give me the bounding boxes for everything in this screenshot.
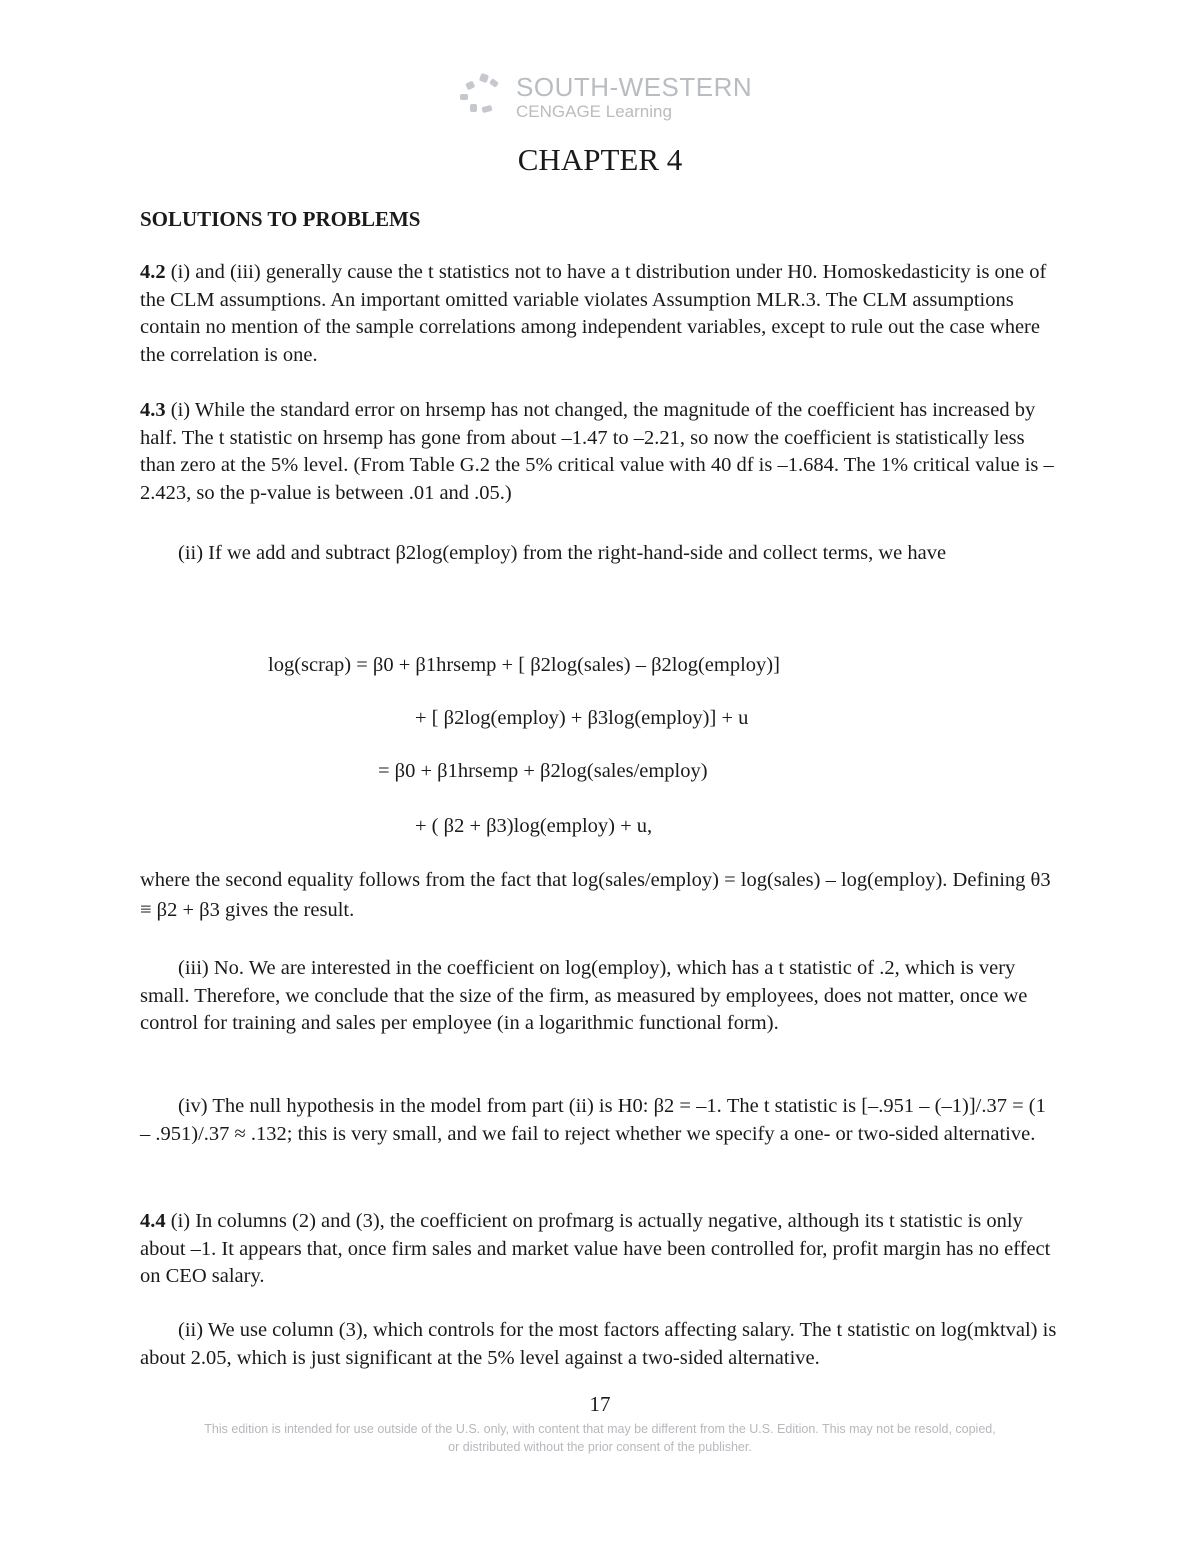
equation-line-4: + ( β2 + β3)log(employ) + u, (415, 815, 653, 837)
problem-number: 4.2 (140, 261, 166, 283)
problem-4-3-part-ii-intro (140, 537, 1060, 570)
problem-text: (i) While the standard error on hrsemp has not changed, the magnitude of the coefficient has increased by half. The t statistic on hrsemp has gone from about –1.47 to –2.21, so now the coefficient is statistically less than zero at the 5% level. (From Table G.2 the 5% critical value with 40 df is –1.684. The 1% critical value is –2.423, so the p-value is between .01 and .05.) (140, 399, 1054, 504)
page-number: 17 (589, 1392, 611, 1416)
equation-line-2: + [ β2log(employ) + β3log(employ)] + u (415, 707, 749, 729)
equation-line-1: log(scrap) = β0 + β1hrsemp + [ β2log(sales) – β2log(employ)] (268, 654, 780, 676)
publisher-logo (458, 70, 758, 122)
problem-4-3-part-ii-conclusion (140, 865, 1060, 925)
paragraph-text: (iii) No. We are interested in the coefficient on log(employ), which has a t statistic of .2, which is very small. Therefore, we conclude that the size of the firm, as measured by employees, does not matter, once we control for training and sales per employee (in a logarithmic functional form). (140, 957, 1028, 1034)
problem-4-4-part-ii (140, 1317, 1060, 1372)
problem-number: 4.3 (140, 399, 166, 421)
paragraph-text: (iv) The null hypothesis in the model from part (ii) is H0: β2 = –1. The t statistic is [–.951 – (–1)]/.37 = (1 – .951)/.37 ≈ .132; this is very small, and we fail to reject whether we specify a one- or two-sided alternative. (140, 1095, 1046, 1145)
chapter-title: CHAPTER 4 (517, 142, 683, 177)
section-title: SOLUTIONS TO PROBLEMS (140, 207, 421, 231)
problem-4-4-part-i (140, 1208, 1060, 1291)
problem-text: (i) and (iii) generally cause the t statistics not to have a t distribution under H0. Homoskedasticity is one of the CLM assumptions. An important omitted variable violates Assumption MLR.3. The CLM assumptions contain no mention of the sample correlations among independent variables, except to rule out the case where the correlation is one. (140, 261, 1047, 366)
paragraph-text: where the second equality follows from the fact that log(sales/employ) = log(sales) – log(employ). Defining θ3 ≡ β2 + β3 gives the result. (140, 869, 1051, 921)
paragraph-text: (ii) We use column (3), which controls for the most factors affecting salary. The t statistic on log(mktval) is about 2.05, which is just significant at the 5% level against a two-sided alternative. (140, 1319, 1057, 1369)
problem-number: 4.4 (140, 1210, 166, 1232)
notice-line: This edition is intended for use outside of the U.S. only, with content that may be different from the U.S. Edition. This may not be resold, copied, (204, 1422, 996, 1436)
problem-text: (i) In columns (2) and (3), the coefficient on profmarg is actually negative, although its t statistic is only about –1. It appears that, once firm sales and market value have been controlled for, profit margin has no effect on CEO salary. (140, 1210, 1051, 1287)
notice-line: or distributed without the prior consent of the publisher. (448, 1440, 752, 1454)
problem-4-2 (140, 259, 1060, 369)
brand-subtitle: CENGAGE Learning (516, 102, 672, 121)
problem-4-3-part-iii (140, 955, 1060, 1038)
brand-name: SOUTH-WESTERN (516, 72, 753, 102)
paragraph-text: (ii) If we add and subtract β2log(employ) from the right-hand-side and collect terms, we have (178, 542, 947, 564)
problem-4-3-part-i (140, 397, 1060, 507)
problem-4-3-part-iv (140, 1093, 1060, 1148)
equation-line-3: = β0 + β1hrsemp + β2log(sales/employ) (378, 760, 708, 782)
cengage-logo-icon (458, 72, 506, 118)
copyright-notice (0, 1420, 1200, 1456)
